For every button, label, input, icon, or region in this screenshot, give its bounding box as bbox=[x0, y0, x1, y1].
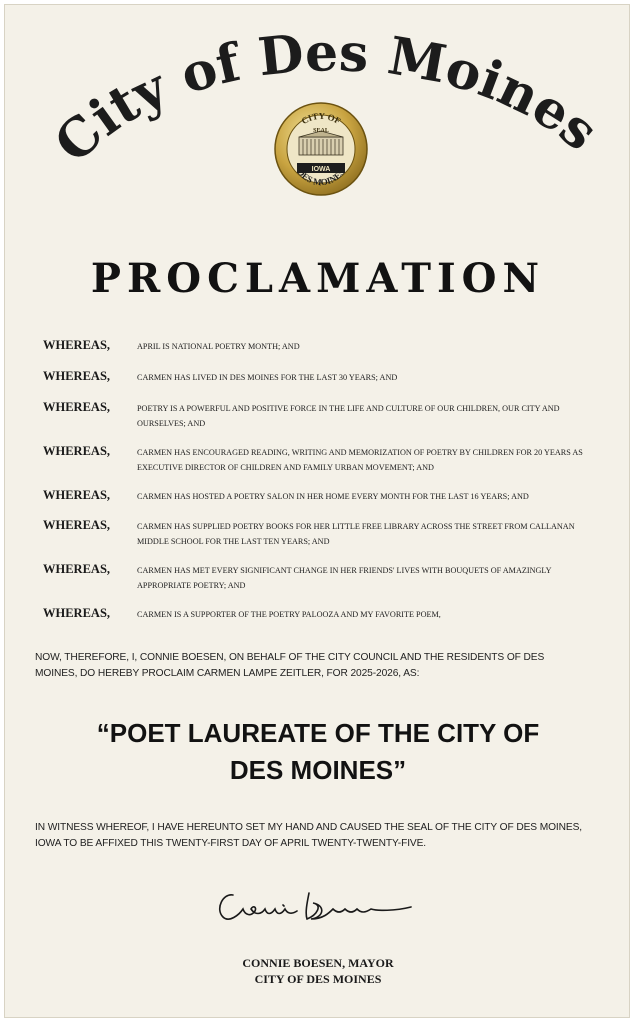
laureate-line-1: “POET LAUREATE OF THE CITY OF bbox=[96, 718, 540, 748]
laureate-heading bbox=[5, 715, 630, 789]
mayor-name: CONNIE BOESEN, MAYOR bbox=[242, 956, 394, 970]
seal-top-text: CITY OF bbox=[299, 110, 343, 127]
whereas-text: APRIL IS NATIONAL POETRY MONTH; AND bbox=[137, 342, 300, 351]
city-seal bbox=[273, 101, 369, 197]
whereas-text: CARMEN HAS SUPPLIED POETRY BOOKS FOR HER LITTLE FREE LIBRARY ACROSS THE STREET FROM CALLANAN MIDDLE SCHOOL FOR THE LAST TEN YEARS; AND bbox=[137, 522, 575, 546]
witness-statement: IN WITNESS WHEREOF, I HAVE HEREUNTO SET MY HAND AND CAUSED THE SEAL OF THE CITY OF DES MOINES, IOWA TO BE AFFIXED THIS TWENTY-FIRST DAY OF APRIL TWENTY-TWENTY-FIVE. bbox=[35, 822, 583, 849]
city-name-arc-text: City of Des Moines bbox=[43, 22, 610, 175]
whereas-text: POETRY IS A POWERFUL AND POSITIVE FORCE IN THE LIFE AND CULTURE OF OUR CHILDREN, OUR CITY AND OURSELVES; AND bbox=[137, 404, 560, 428]
whereas-text: CARMEN HAS LIVED IN DES MOINES FOR THE LAST 30 YEARS; AND bbox=[137, 373, 398, 382]
whereas-text: CARMEN IS A SUPPORTER OF THE POETRY PALOOZA AND MY FAVORITE POEM, bbox=[137, 610, 441, 619]
proclamation-title: PROCLAMATION bbox=[90, 255, 546, 302]
whereas-label: WHEREAS, bbox=[43, 369, 111, 383]
whereas-label: WHEREAS, bbox=[43, 518, 111, 532]
whereas-text: CARMEN HAS MET EVERY SIGNIFICANT CHANGE IN HER FRIENDS' LIVES WITH BOUQUETS OF AMAZINGLY APPROPRIATE POETRY; AND bbox=[137, 566, 552, 590]
whereas-label: WHEREAS, bbox=[43, 400, 111, 414]
seal-middle-text: SEAL bbox=[313, 128, 329, 134]
whereas-text: CARMEN HAS ENCOURAGED READING, WRITING AND MEMORIZATION OF POETRY BY CHILDREN FOR 20 YEARS AS EXECUTIVE DIRECTOR OF CHILDREN AND FAMILY URBAN MOVEMENT; AND bbox=[137, 448, 583, 472]
proclamation-page bbox=[4, 4, 630, 1018]
seal-band-text: IOWA bbox=[311, 166, 331, 173]
proclaim-statement: NOW, THEREFORE, I, CONNIE BOESEN, ON BEHALF OF THE CITY COUNCIL AND THE RESIDENTS OF DES MOINES, DO HEREBY PROCLAIM CARMEN LAMPE ZEITLER, FOR 2025-2026, AS: bbox=[35, 652, 545, 679]
seal-bottom-text: DES MOINES bbox=[295, 167, 347, 188]
whereas-label: WHEREAS, bbox=[43, 488, 111, 502]
mayor-city: CITY OF DES MOINES bbox=[254, 972, 382, 986]
laureate-line-2: DES MOINES” bbox=[229, 755, 407, 785]
whereas-label: WHEREAS, bbox=[43, 606, 111, 620]
mayor-signature bbox=[205, 875, 425, 935]
whereas-label: WHEREAS, bbox=[43, 562, 111, 576]
signature-block bbox=[5, 955, 630, 987]
whereas-label: WHEREAS, bbox=[43, 444, 111, 458]
whereas-text: CARMEN HAS HOSTED A POETRY SALON IN HER HOME EVERY MONTH FOR THE LAST 16 YEARS; AND bbox=[137, 492, 529, 501]
whereas-label: WHEREAS, bbox=[43, 338, 111, 352]
